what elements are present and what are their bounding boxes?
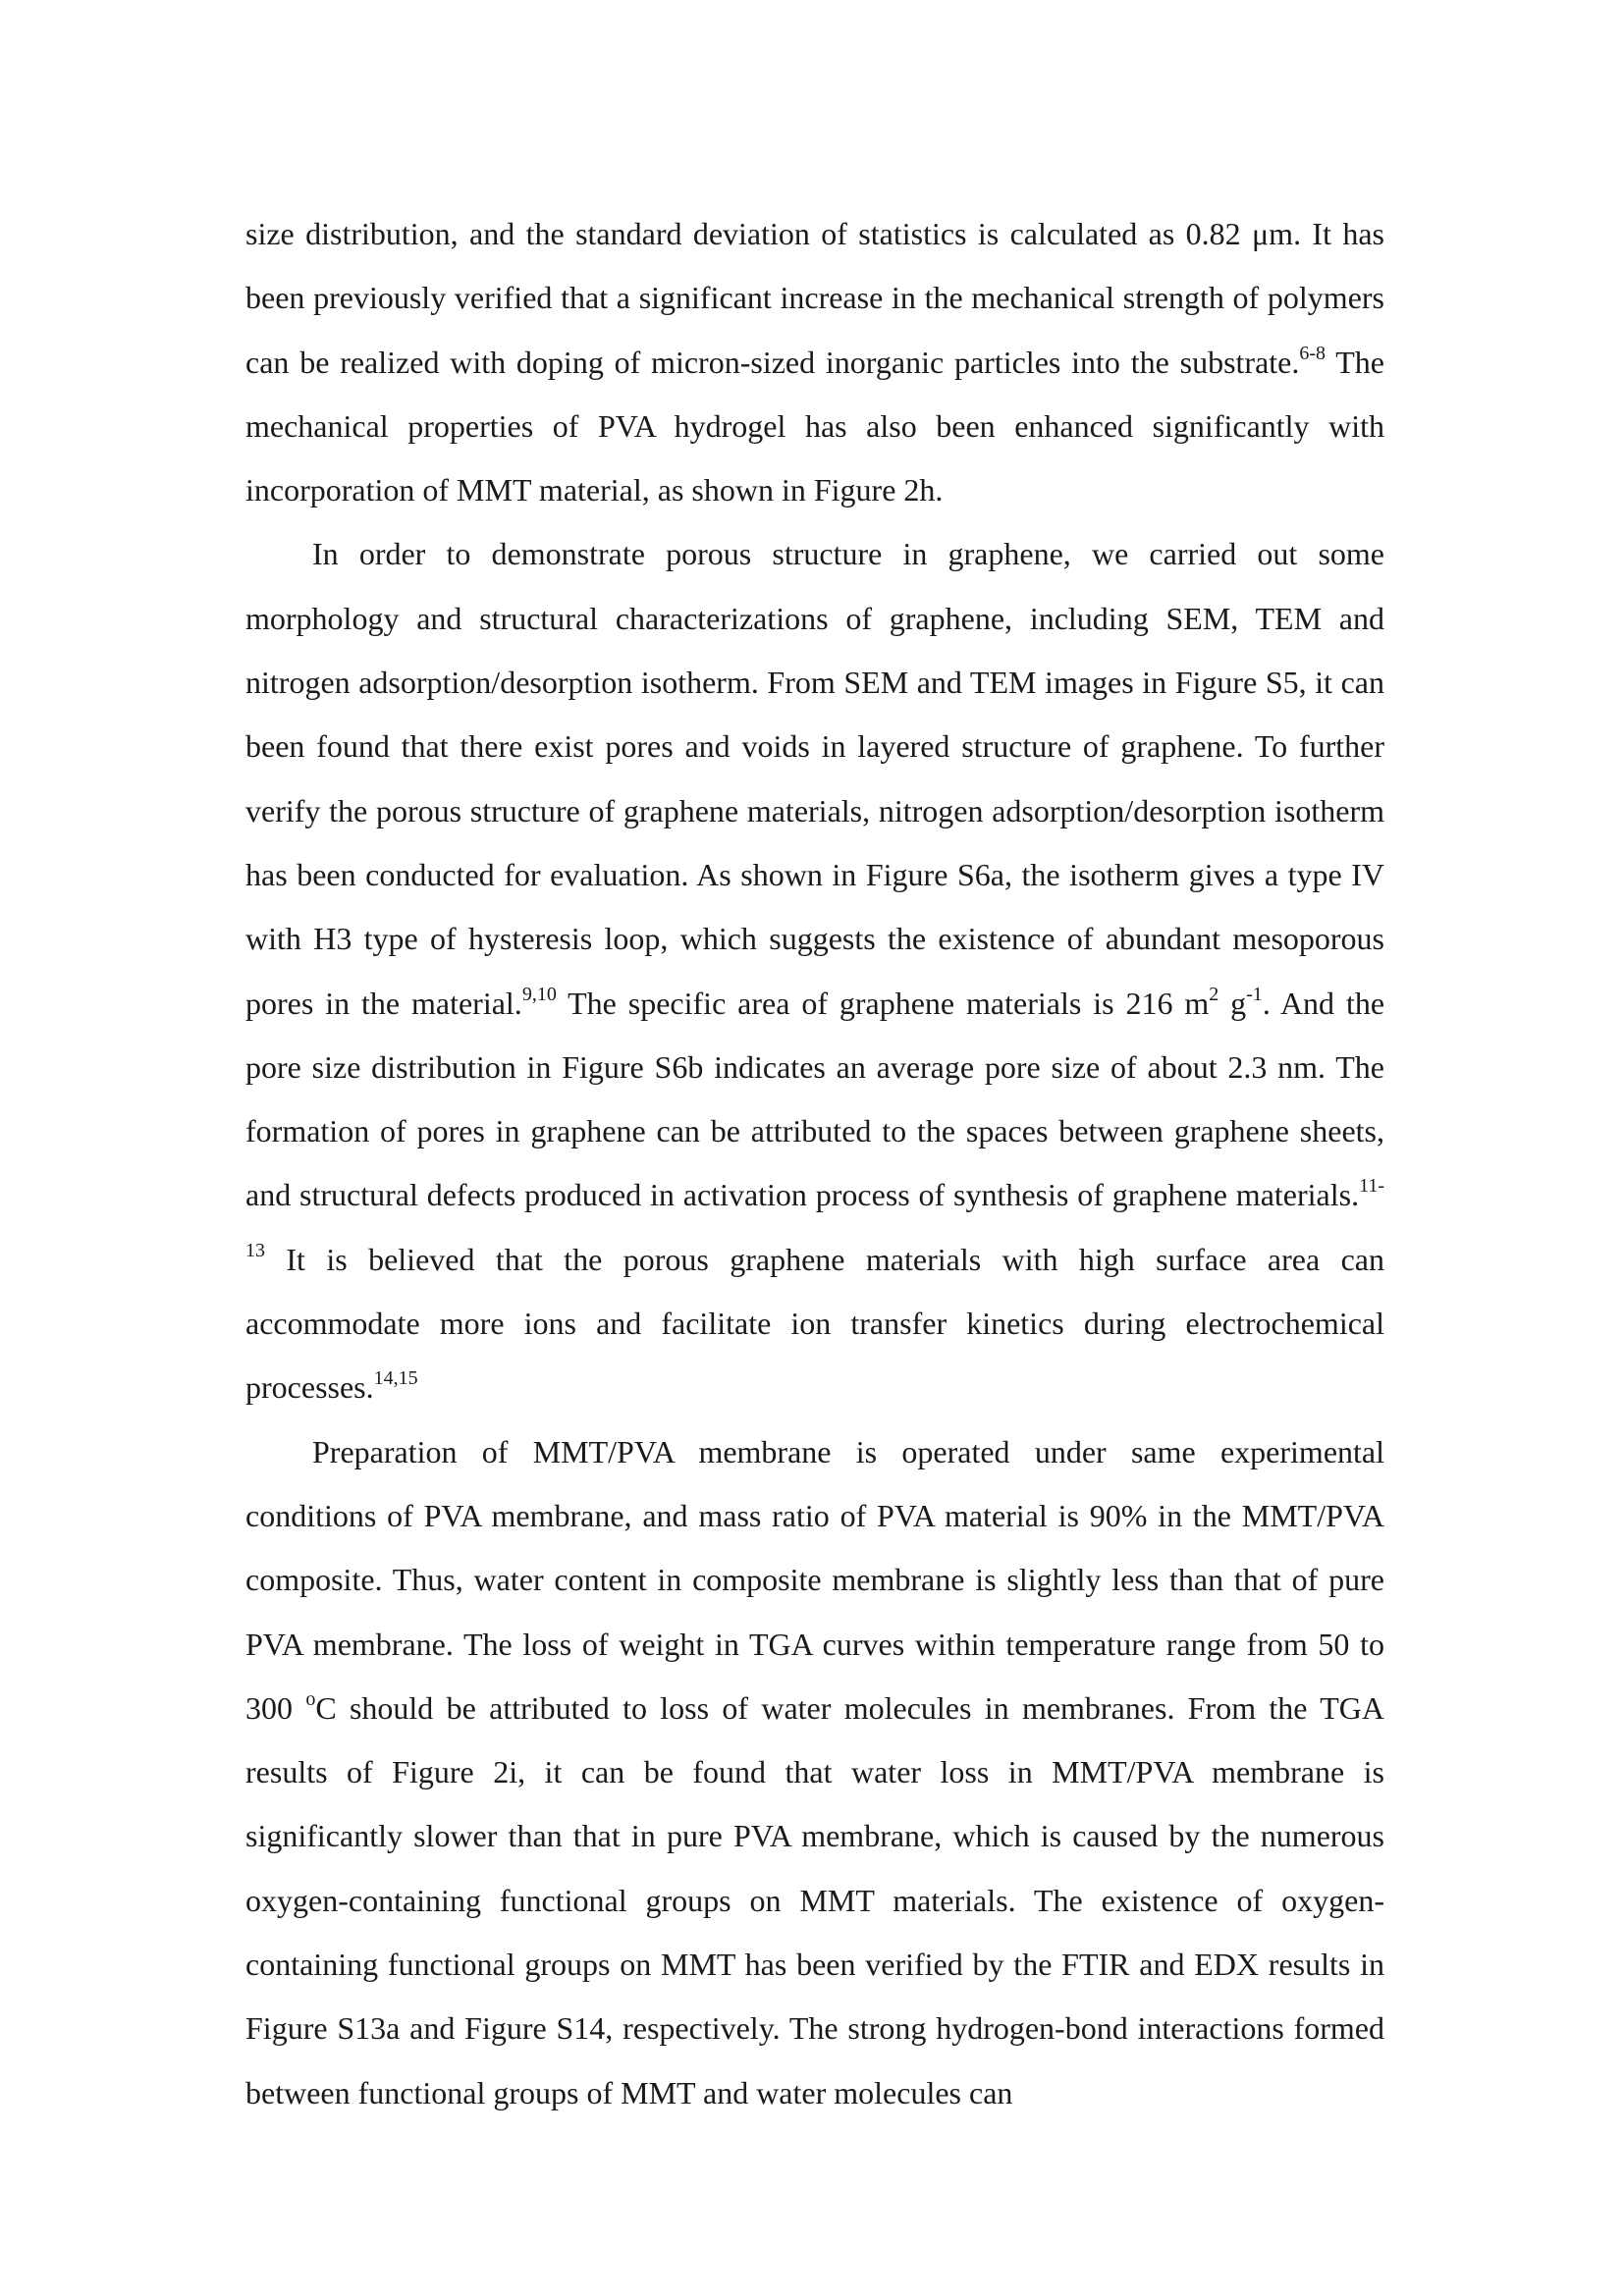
text-run: It is believed that the porous graphene materials with high surface area can accommodate more ions and facilitate ion transfer kinetics during electrochemical processes. <box>245 1241 1384 1406</box>
superscript: 9,10 <box>521 983 557 1005</box>
text-run: . And the pore size distribution in Figure S6b indicates an average pore size of about 2.3 nm. The formation of pores in graphene can be attributed to the spaces between graphene sheets, and structural defects produced in activation process of synthesis of graphene materials. <box>245 985 1385 1213</box>
text-run: g <box>1218 985 1247 1021</box>
text-run: C should be attributed to loss of water molecules in membranes. From the TGA results of Figure 2i, it can be found that water loss in MMT/PVA membrane is significantly slower than that in pure PVA membrane, which is caused by the numerous oxygen-containing functional groups on MMT materials. The existence of oxygen-containing functional groups on MMT has been verified by the FTIR and EDX results in Figure S13a and Figure S14, respectively. The strong hydrogen-bond interactions formed between functional groups of MMT and water molecules can <box>245 1689 1385 2110</box>
paragraph-mmt-pva-preparation <box>245 1420 1384 2125</box>
text-run: The specific area of graphene materials is 216 m <box>556 985 1210 1021</box>
superscript: 2 <box>1209 983 1219 1005</box>
text-run: Preparation of MMT/PVA membrane is operated under same experimental conditions of PVA membrane, and mass ratio of PVA material is 90% in the MMT/PVA composite. Thus, water content in composite membrane is slightly less than that of pure PVA membrane. The loss of weight in TGA curves within temperature range from 50 to 300 <box>245 1433 1384 1726</box>
superscript: o <box>305 1687 316 1710</box>
paragraph-mmt-strength <box>245 202 1384 522</box>
text-run: The mechanical properties of PVA hydrogel has also been enhanced significantly with incorporation of MMT material, as shown in Figure 2h. <box>245 344 1385 508</box>
superscript: 6-8 <box>1299 342 1326 364</box>
superscript: 14,15 <box>373 1367 418 1390</box>
paragraph-graphene-porous-structure <box>245 522 1384 1419</box>
text-run: size distribution, and the standard deviation of statistics is calculated as 0.82 μm. It has been previously verified that a significant increase in the mechanical strength of polymers can be realized with doping of micron-sized inorganic particles into the substrate. <box>245 216 1384 380</box>
superscript: 11-13 <box>245 1175 1384 1261</box>
superscript: -1 <box>1246 983 1263 1005</box>
page-body <box>245 202 1384 2125</box>
text-run: In order to demonstrate porous structure in graphene, we carried out some morphology and structural characterizations of graphene, including SEM, TEM and nitrogen adsorption/desorption isotherm. From SEM and TEM images in Figure S5, it can been found that there exist pores and voids in layered structure of graphene. To further verify the porous structure of graphene materials, nitrogen adsorption/desorption isotherm has been conducted for evaluation. As shown in Figure S6a, the isotherm gives a type IV with H3 type of hysteresis loop, which suggests the existence of abundant mesoporous pores in the material. <box>245 536 1384 1021</box>
